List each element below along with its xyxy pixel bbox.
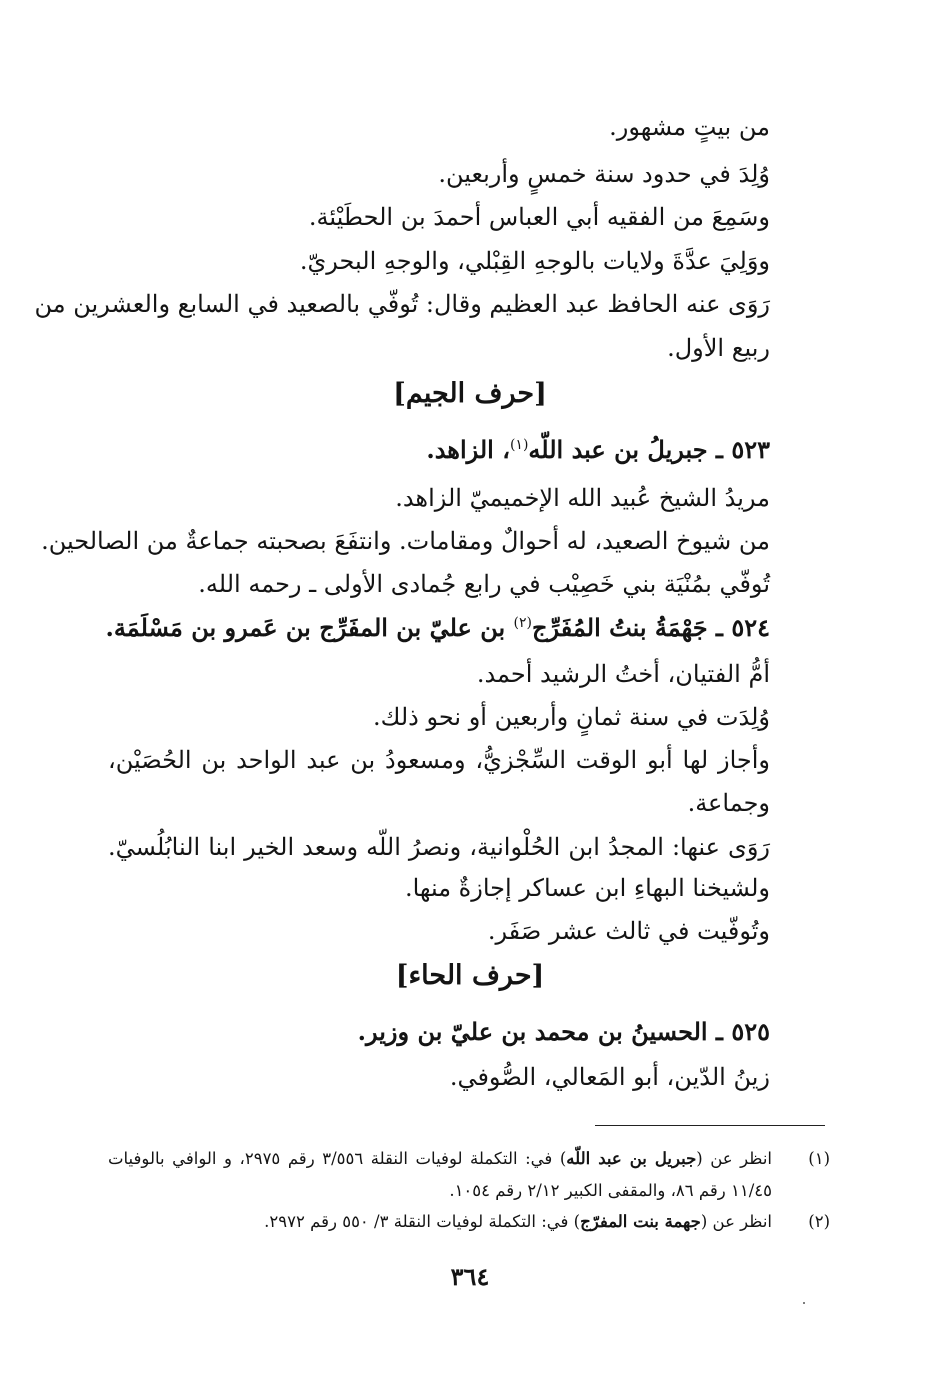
section-heading-jim: [حرف الجيم] — [393, 378, 547, 409]
footnote-ref: (١) — [509, 437, 529, 453]
text-line: وسَمِعَ من الفقيه أبي العباس أحمدَ بن الحطَيْئة. — [308, 203, 770, 231]
entry-number: ٥٢٤ — [731, 613, 770, 642]
entry-heading-524 — [106, 614, 770, 643]
entry-heading-525 — [358, 1018, 770, 1047]
entry-number: ٥٢٥ — [731, 1017, 770, 1046]
text-line: رَوَى عنه الحافظ عبد العظيم وقال: تُوفّي بالصعيد في السابع والعشرين من — [34, 290, 770, 318]
footnote-suffix: ) في: التكملة لوفيات النقلة ٣/٥٥٦ رقم ٢٩٧٥، و الوافي بالوفيات — [108, 1149, 567, 1168]
entry-dash: ـ — [707, 613, 723, 642]
footnote-number: (٢) — [808, 1212, 830, 1231]
text-line: وُلِدَت في سنة ثمانٍ وأربعين أو نحو ذلك. — [373, 703, 770, 731]
text-line: من شيوخ الصعيد، له أحوالٌ ومقامات. وانتفَعَ بصحبته جماعةٌ من الصالحين. — [41, 527, 770, 555]
footnote-number: (١) — [808, 1149, 830, 1168]
text-line: وتُوفّيت في ثالث عشر صَفَر. — [487, 917, 770, 945]
entry-heading-523 — [426, 436, 770, 465]
entry-dash: ـ — [707, 435, 723, 464]
text-line: وجماعة. — [687, 789, 770, 817]
entry-name: جَهْمَةُ بنتُ المُفَرِّج — [532, 613, 708, 642]
footnote-ref: (٢) — [513, 615, 532, 631]
footnote-prefix: انظر عن ( — [696, 1149, 772, 1168]
text-line: أمُّ الفتيان، أختُ الرشيد أحمد. — [476, 660, 770, 688]
text-line: ووَلِيَ عدَّةَ ولايات بالوجهِ القِبْلي، والوجهِ البحريّ. — [299, 247, 770, 275]
footnote-prefix: انظر عن ( — [700, 1212, 772, 1231]
text-line: تُوفّي بمُنْيَة بني خَصِيْب في رابع جُمادى الأولى ـ رحمه الله. — [198, 570, 770, 598]
footnote-text — [108, 1148, 772, 1169]
text-line: مريدُ الشيخ عُبيد الله الإخميميّ الزاهد. — [395, 484, 770, 512]
page-number: ٣٦٤ — [450, 1262, 490, 1291]
footnote-separator — [595, 1125, 825, 1126]
footnote-text — [264, 1211, 772, 1232]
footnote-bold-name: جبريل بن عبد اللّه — [566, 1149, 697, 1168]
entry-number: ٥٢٣ — [731, 435, 770, 464]
entry-name: الحسينُ بن محمد بن عليّ بن وزير. — [357, 1017, 708, 1046]
entry-name-continued: بن عليّ بن المفَرِّج بن عَمرو بن مَسْلَمَة. — [105, 613, 506, 642]
text-line: وأجاز لها أبو الوقت السِّجْزيُّ، ومسعودُ بن عبد الواحد بن الحُصَيْن، — [108, 746, 770, 774]
text-line: من بيتٍ مشهور. — [609, 113, 770, 141]
entry-dash: ـ — [707, 1017, 723, 1046]
entry-name: جبريلُ بن عبد اللّه — [528, 435, 708, 464]
text-line: ولشيخنا البهاءِ ابن عساكر إجازةٌ منها. — [404, 874, 770, 902]
text-line: رَوَى عنها: المجدُ ابن الحُلْوانية، ونصرُ اللّه وسعد الخير ابنا النابُلُسيّ. — [108, 833, 770, 861]
text-line: ربيع الأول. — [667, 334, 770, 362]
text-line: زينُ الدّين، أبو المَعالي، الصُّوفي. — [449, 1063, 770, 1091]
footnote-suffix: ) في: التكملة لوفيات النقلة ٣/ ٥٥٠ رقم ٢٩٧٢. — [264, 1212, 581, 1231]
footnote-bold-name: جهمة بنت المفرّج — [580, 1212, 701, 1231]
section-heading-ha: [حرف الحاء] — [395, 960, 545, 991]
footnote-text-continued: ١١/٤٥ رقم ٨٦، والمقفى الكبير ٢/١٢ رقم ١٠٥٤. — [449, 1181, 772, 1200]
text-line: وُلِدَ في حدود سنة خمسٍ وأربعين. — [438, 160, 770, 188]
scan-speck — [803, 1302, 805, 1304]
entry-tail: ، الزاهد. — [426, 435, 510, 464]
